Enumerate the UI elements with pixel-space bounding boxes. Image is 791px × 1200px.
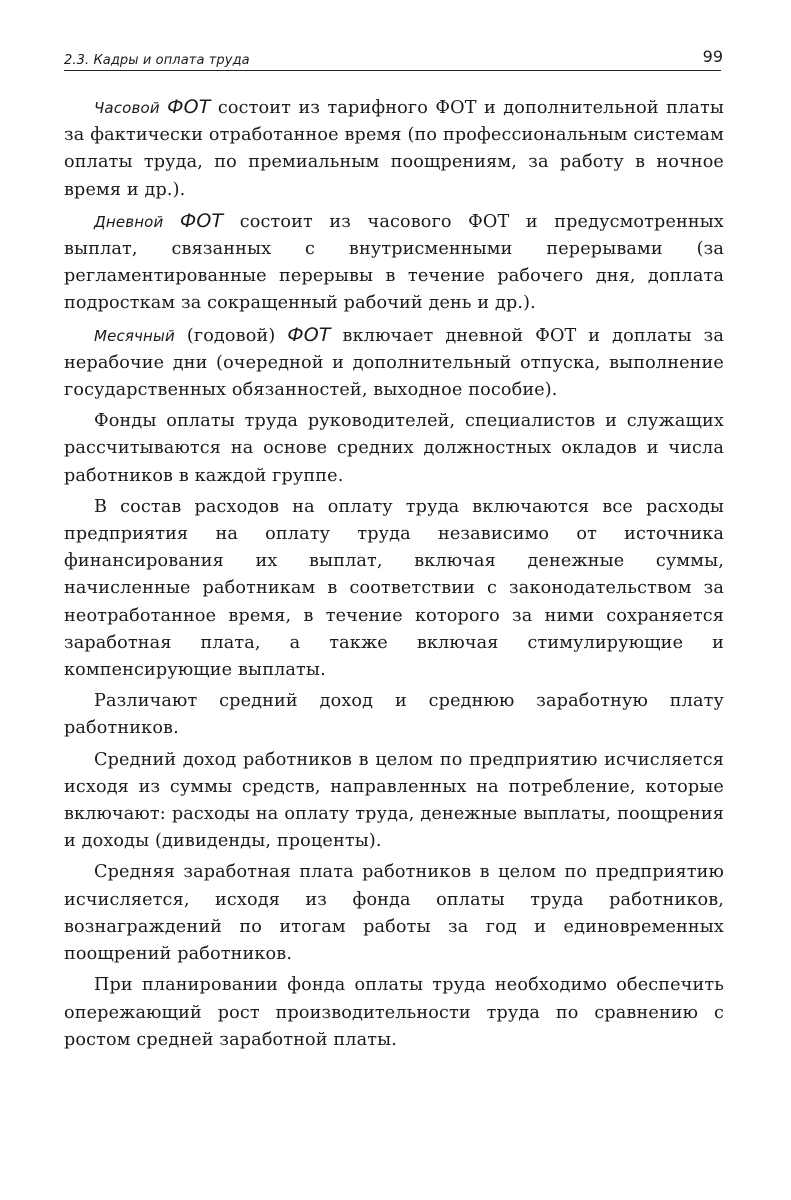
term-fot: ФОТ [287, 323, 331, 346]
paragraph-average-income: Средний доход работников в целом по предприятию исчисляется исходя из суммы средств, направленных на потребление, которые включают: расходы на оплату труда, денежные выплаты, поощрения и доходы (дивиденды, проценты). [64, 749, 724, 852]
term-hourly: Часовой [94, 99, 160, 117]
paragraph-planning: При планировании фонда оплаты труда необходимо обеспечить опережающий рост производительности труда по сравнению с ростом средней заработной платы. [64, 975, 724, 1050]
term-monthly: Месячный [94, 326, 175, 345]
paragraph-management-funds: Фонды оплаты труда руководителей, специалистов и служащих рассчитываются на основе средних должностных окладов и числа работников в каждой группе. [64, 411, 724, 486]
page-number: 99 [702, 47, 723, 66]
paragraph-hourly-fot [64, 94, 724, 204]
header-section-title: 2.3. Кадры и оплата труда [64, 53, 250, 68]
page-body [64, 94, 724, 1058]
paragraph-text: состоит из тарифного ФОТ и дополнительной платы за фактически отработанное время (по профессиональным системам оплаты труда, по премиальным поощрениям, за работу в ночное время и др.). [64, 98, 724, 200]
term-annual: (годовой) [174, 325, 288, 346]
paragraph-monthly-fot [64, 322, 724, 405]
running-header [64, 46, 721, 71]
paragraph-daily-fot [64, 208, 724, 318]
paragraph-text: включает дневной ФОТ и доплаты за нерабочие дни (очередной и дополнительный отпуска, выполнение государственных обязанностей, выходное пособие). [64, 325, 724, 401]
term-fot: ФОТ [167, 96, 211, 118]
paragraph-text: состоит из часового ФОТ и предусмотренных выплат, связанных с внутрисменными перерывами (за регламентированные перерывы в течение рабочего дня, доплата подросткам за сокращенный рабочий день и др.). [64, 211, 724, 314]
term-daily: Дневной [94, 212, 164, 231]
paragraph-average-wage: Средняя заработная плата работников в целом по предприятию исчисляется, исходя из фонда оплаты труда работников, вознаграждений по итогам работы за год и единовременных поощрений работников. [64, 862, 724, 965]
paragraph-labor-costs: В состав расходов на оплату труда включаются все расходы предприятия на оплату труда независимо от источника финансирования их выплат, включая денежные суммы, начисленные работникам в соответствии с законодательством за неотработанное время, в течение которого за ними сохраняется заработная плата, а также включая стимулирующие и компенсирующие выплаты. [64, 496, 724, 681]
paragraph-income-vs-wage: Различают средний доход и среднюю заработную плату работников. [64, 691, 724, 739]
term-fot: ФОТ [179, 209, 224, 232]
